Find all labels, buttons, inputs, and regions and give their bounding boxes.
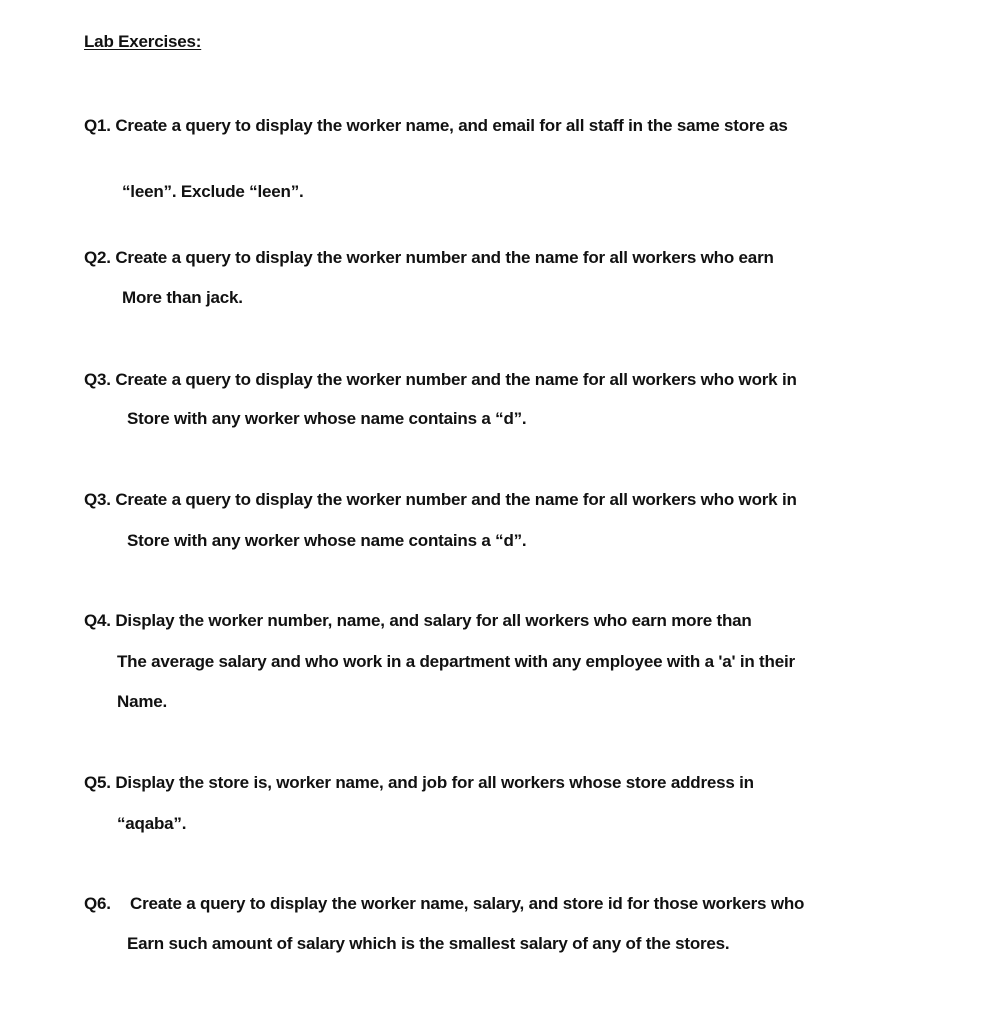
question-5-line-1 bbox=[84, 773, 754, 793]
question-4-line-3: Name. bbox=[117, 692, 168, 711]
document-title: Lab Exercises: bbox=[84, 32, 202, 51]
question-6-line-2: Earn such amount of salary which is the smallest salary of any of the stores. bbox=[127, 934, 730, 953]
question-text: Create a query to display the worker name, salary, and store id for those workers who bbox=[130, 894, 805, 913]
question-number: Q1. bbox=[84, 116, 111, 135]
question-1-line-2: “leen”. Exclude “leen”. bbox=[122, 182, 304, 201]
question-3-duplicate-line-2: Store with any worker whose name contains a “d”. bbox=[127, 531, 527, 550]
question-2-line-1 bbox=[84, 248, 774, 268]
question-number: Q2. bbox=[84, 248, 111, 267]
question-number: Q4. bbox=[84, 611, 111, 630]
question-text: Create a query to display the worker name, and email for all staff in the same store as bbox=[115, 116, 788, 135]
question-text: Create a query to display the worker number and the name for all workers who work in bbox=[115, 490, 797, 509]
question-1-line-1 bbox=[84, 116, 788, 136]
question-3-duplicate-line-1 bbox=[84, 490, 797, 510]
question-text: Display the store is, worker name, and job for all workers whose store address in bbox=[115, 773, 754, 792]
question-3-line-2: Store with any worker whose name contains a “d”. bbox=[127, 409, 527, 428]
question-number: Q3. bbox=[84, 370, 111, 389]
question-number: Q6. bbox=[84, 894, 111, 913]
question-text: Create a query to display the worker number and the name for all workers who work in bbox=[115, 370, 797, 389]
question-4-line-2: The average salary and who work in a department with any employee with a 'a' in their bbox=[117, 652, 795, 671]
question-5-line-2: “aqaba”. bbox=[117, 814, 187, 833]
question-text: Display the worker number, name, and salary for all workers who earn more than bbox=[115, 611, 752, 630]
question-3-line-1 bbox=[84, 370, 797, 390]
question-number: Q5. bbox=[84, 773, 111, 792]
question-2-line-2: More than jack. bbox=[122, 288, 243, 307]
question-number: Q3. bbox=[84, 490, 111, 509]
question-4-line-1 bbox=[84, 611, 752, 631]
question-6-line-1 bbox=[84, 894, 804, 914]
question-text: Create a query to display the worker number and the name for all workers who earn bbox=[115, 248, 774, 267]
